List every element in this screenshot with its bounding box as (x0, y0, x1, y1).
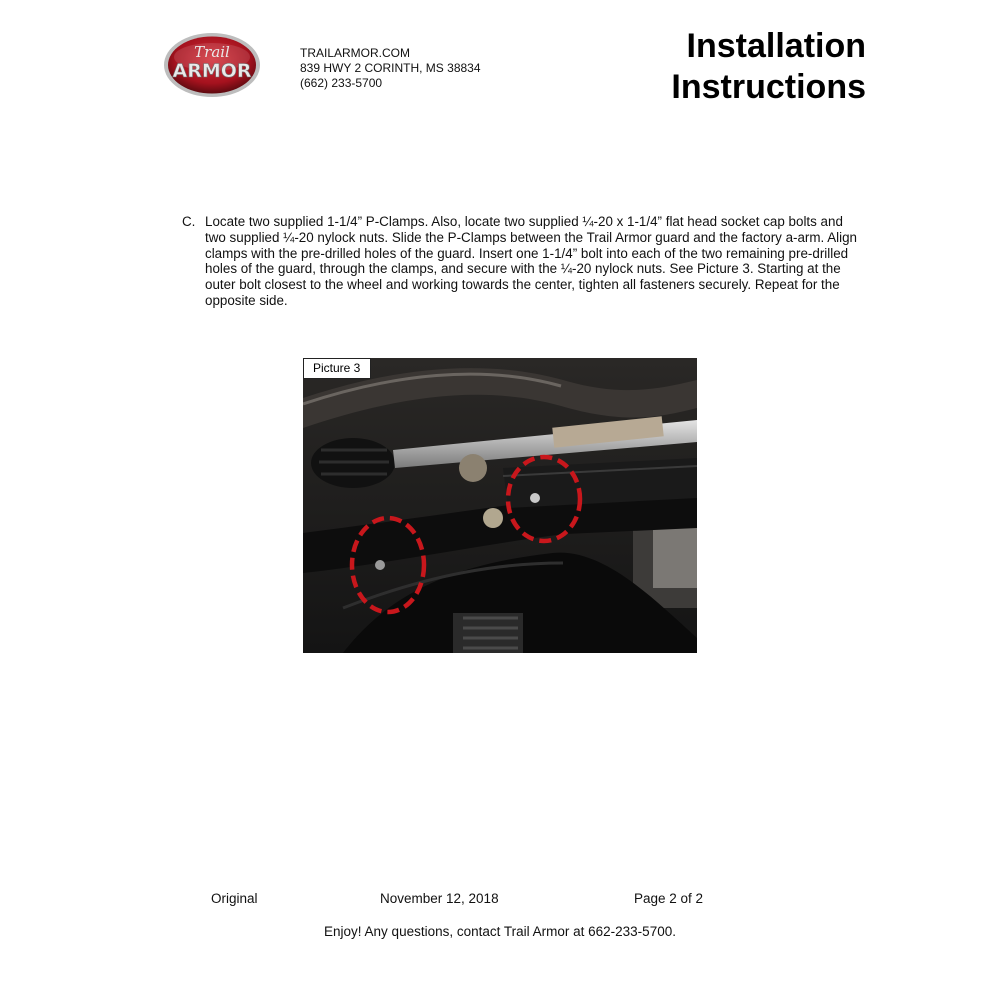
footer-status: Original (211, 891, 258, 906)
footer-page-number: Page 2 of 2 (634, 891, 704, 906)
logo-emblem (162, 30, 262, 100)
picture-label: Picture 3 (303, 358, 371, 379)
company-info (300, 46, 481, 91)
step-letter: C. (182, 214, 196, 229)
page-title (671, 26, 866, 108)
picture-3-photo (303, 358, 697, 653)
company-website: TRAILARMOR.COM (300, 46, 411, 60)
logo-line-2: ARMOR (172, 60, 252, 82)
company-phone: (662) 233-5700 (300, 76, 383, 90)
title-line-2: Instructions (671, 68, 866, 106)
step-text: Locate two supplied 1-1/4” P-Clamps. Also, locate two supplied ¼-20 x 1-1/4” flat head socket cap bolts and two supplied ¼-20 nylock nuts. Slide the P-Clamps between the Trail Armor guard and the factory a-arm. Align clamps with the pre-drilled holes of the guard. Insert one 1-1/4” bolt into each of the two remaining pre-drilled holes of the guard, through the clamps, and secure with the ¼-20 nylock nuts. See Picture 3. Starting at the outer bolt closest to the wheel and working towards the center, tighten all fasteners securely. Repeat for the opposite side. (205, 214, 858, 308)
closing-contact-line: Enjoy! Any questions, contact Trail Armor at 662-233-5700. (324, 924, 676, 939)
title-line-1: Installation (686, 27, 866, 65)
company-address: 839 HWY 2 CORINTH, MS 38834 (300, 61, 481, 75)
logo-line-1: Trail (194, 43, 230, 61)
suspension-photo (303, 358, 697, 653)
trail-armor-logo (162, 30, 262, 100)
footer-date: November 12, 2018 (380, 891, 499, 906)
